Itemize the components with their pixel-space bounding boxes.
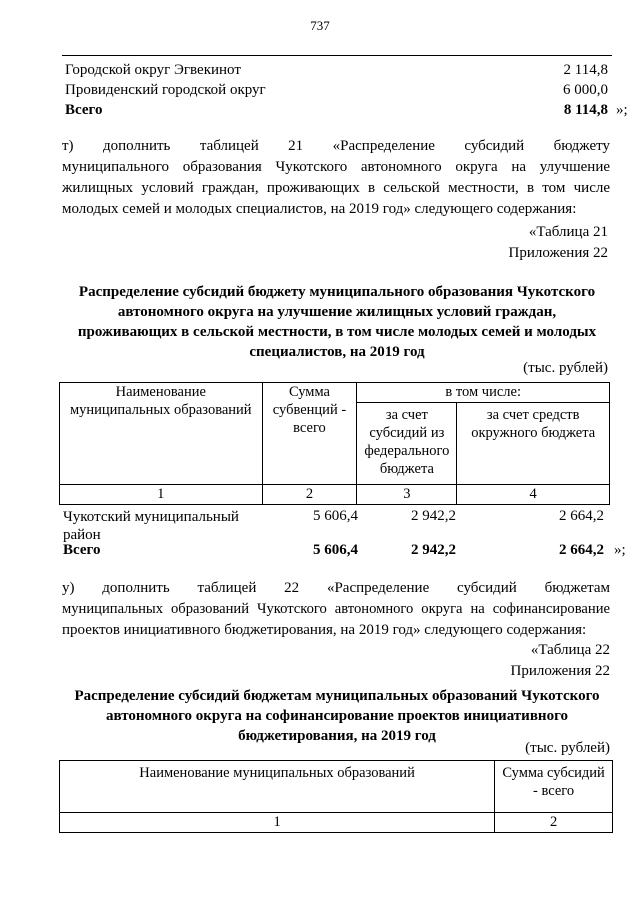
paragraph-line: молодых семей и молодых специалистов, на 2019 год» следующего содержания: — [62, 201, 577, 217]
municipality-value: 6 000,0 — [563, 82, 608, 98]
header-line: за счет — [385, 407, 428, 423]
paragraph-line: муниципальных образований Чукотского автономного округа на софинансирование — [62, 601, 610, 617]
header-total — [495, 761, 613, 813]
total-value: 8 114,8 — [563, 102, 608, 118]
header-line: Наименование — [115, 384, 206, 400]
total-label: Всего — [65, 102, 103, 118]
header-line: субсидий из — [369, 425, 445, 441]
table22-title — [64, 686, 610, 746]
header-group: в том числе: — [357, 383, 610, 403]
header-line: окружного бюджета — [471, 425, 596, 441]
caption-line: «Таблица 21 — [528, 224, 608, 240]
title-line: Распределение субсидий бюджету муниципального образования Чукотского — [78, 284, 596, 300]
header-line: муниципальных образований — [69, 402, 252, 418]
header-line: Сумма субсидий — [502, 765, 605, 781]
header-line: всего — [293, 420, 326, 436]
title-line: Распределение субсидий бюджетам муниципальных образований Чукотского — [74, 688, 600, 704]
paragraph-line: т) дополнить таблицей 21 «Распределение субсидий бюджету — [62, 138, 610, 154]
table21-units: (тыс. рублей) — [523, 360, 608, 376]
paragraph-line: муниципального образования Чукотского автономного округа на улучшение — [62, 159, 610, 175]
paragraph-u — [62, 578, 610, 641]
row-name-line: Чукотский муниципальный — [63, 509, 239, 525]
title-line: автономного округа на софинансирование проектов инициативного — [105, 708, 569, 724]
caption-line: «Таблица 22 — [530, 642, 610, 658]
paragraph-line: у) дополнить таблицей 22 «Распределение субсидий бюджетам — [62, 580, 610, 596]
title-line: проживающих в сельской местности, в том числе молодых семей и молодых — [77, 324, 597, 340]
top-table-row — [62, 82, 608, 102]
paragraph-t — [62, 136, 610, 220]
column-number: 1 — [60, 485, 263, 505]
column-number: 2 — [262, 485, 357, 505]
header-federal — [357, 403, 457, 485]
title-line: автономного округа на улучшение жилищных условий граждан, — [117, 304, 557, 320]
top-table-border — [62, 55, 612, 56]
table22-units: (тыс. рублей) — [525, 740, 610, 756]
title-line: специалистов, на 2019 год — [249, 344, 425, 360]
caption-line: Приложения 22 — [508, 245, 608, 261]
paragraph-line: проектов инициативного бюджетирования, на 2019 год» следующего содержания: — [62, 622, 587, 638]
header-municipality — [60, 383, 263, 485]
header-municipality: Наименование муниципальных образований — [60, 761, 495, 813]
column-number: 3 — [357, 485, 457, 505]
table21-total-federal: 2 942,2 — [411, 542, 456, 558]
column-number: 2 — [495, 813, 613, 833]
top-table-row — [62, 62, 608, 82]
header-total — [262, 383, 357, 485]
header-line: федерального — [364, 443, 450, 459]
table21-row-total: 5 606,4 — [313, 508, 358, 524]
column-number: 4 — [457, 485, 610, 505]
table21-title — [64, 282, 610, 362]
table21-total-sum: 5 606,4 — [313, 542, 358, 558]
row-name-line: район — [63, 527, 101, 543]
top-table-total-row — [62, 102, 608, 122]
table21-caption — [400, 222, 608, 264]
municipality-name: Городской округ Эгвекинот — [65, 62, 241, 78]
table21-total-label: Всего — [63, 542, 101, 558]
table21-row-federal: 2 942,2 — [411, 508, 456, 524]
municipality-value: 2 114,8 — [563, 62, 608, 78]
caption-line: Приложения 22 — [510, 663, 610, 679]
table21-row-district: 2 664,2 — [559, 508, 604, 524]
closing-quote: »; — [616, 102, 628, 118]
column-number: 1 — [60, 813, 495, 833]
table21-row-name — [63, 508, 273, 544]
table22-grid — [59, 760, 613, 833]
header-line: - всего — [533, 783, 575, 799]
header-district — [457, 403, 610, 485]
table22-caption — [400, 640, 610, 682]
page-number: 737 — [310, 18, 330, 33]
title-line: бюджетирования, на 2019 год — [238, 728, 436, 744]
closing-quote: »; — [614, 542, 626, 558]
header-line: бюджета — [379, 461, 434, 477]
table21-total-district: 2 664,2 — [559, 542, 604, 558]
municipality-name: Провиденский городской округ — [65, 82, 266, 98]
header-line: Сумма — [288, 384, 330, 400]
header-line: субвенций - — [272, 402, 347, 418]
table21-grid — [59, 382, 610, 505]
header-line: за счет средств — [486, 407, 580, 423]
paragraph-line: жилищных условий граждан, проживающих в сельской местности, в том числе — [62, 180, 610, 196]
